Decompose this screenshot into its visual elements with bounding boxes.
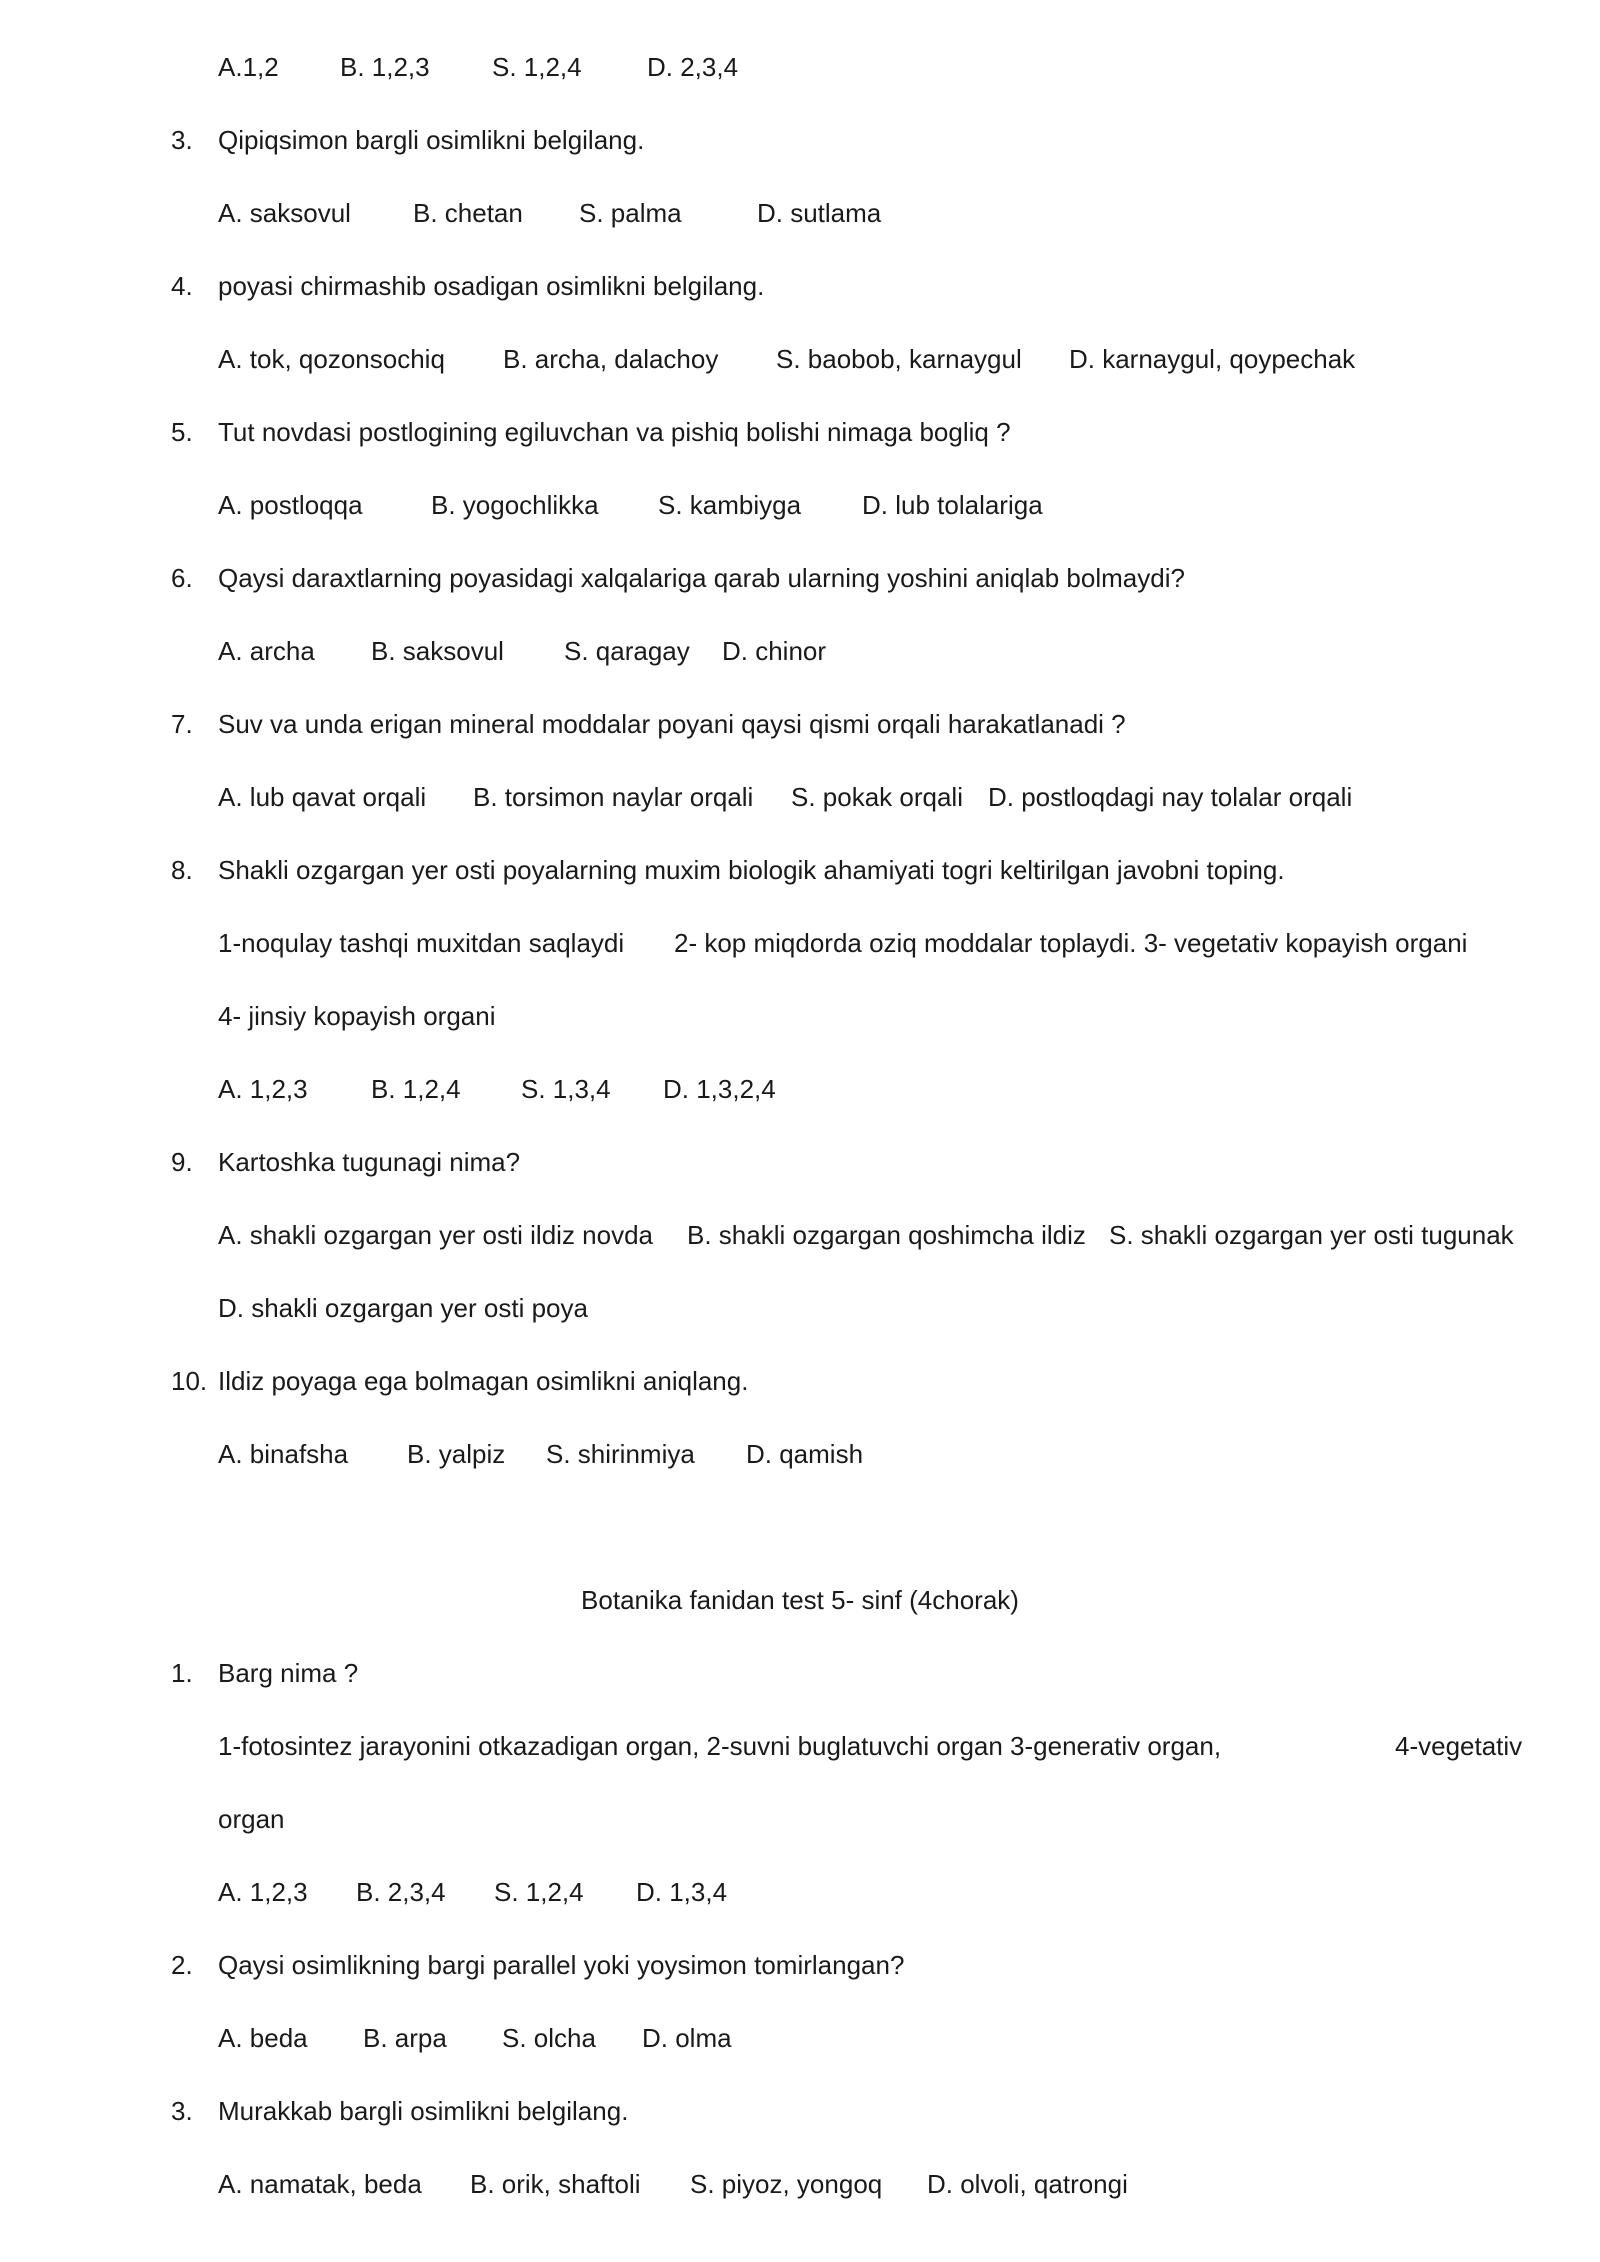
question-text: Qaysi osimlikning bargi parallel yoki yoysimon tomirlangan? [218,1950,905,1980]
answer-option: A. 1,2,3 [218,1074,308,1104]
question-number: 8. [171,855,193,885]
question-number: 4. [171,271,193,301]
answer-option: B. 2,3,4 [356,1877,446,1907]
answer-option: D. karnaygul, qoypechak [1069,344,1356,374]
question-text: Shakli ozgargan yer osti poyalarning muxim biologik ahamiyati togri keltirilgan javobni toping. [218,855,1285,885]
answer-option: D. postloqdagi nay tolalar orqali [988,782,1353,812]
question-number: 5. [171,417,193,447]
answer-option: S. palma [579,198,682,228]
answer-option: S. piyoz, yongoq [690,2169,883,2199]
answer-option: B. arpa [363,2023,447,2053]
answer-option: A. tok, qozonsochiq [218,344,445,374]
question-text: Murakkab bargli osimlikni belgilang. [218,2096,629,2126]
answer-option: D. lub tolalariga [862,490,1043,520]
answer-option: A. beda [218,2023,308,2053]
answer-option: D. shakli ozgargan yer osti poya [218,1293,588,1323]
answer-option: S. 1,2,4 [494,1877,584,1907]
answer-option: A.1,2 [218,52,279,82]
answer-option: B. saksovul [371,636,504,666]
answer-option: S. baobob, karnaygul [776,344,1022,374]
question-text: Qaysi daraxtlarning poyasidagi xalqalariga qarab ularning yoshini aniqlab bolmaydi? [218,563,1185,593]
answer-option: B. 1,2,3 [340,52,430,82]
answer-option: A. archa [218,636,315,666]
answer-option: S. 1,3,4 [521,1074,611,1104]
answer-option: S. kambiyga [658,490,802,520]
question-number: 1. [171,1658,193,1688]
statement: organ [218,1804,285,1834]
question-text: Qipiqsimon bargli osimlikni belgilang. [218,125,645,155]
question-number: 3. [171,2096,193,2126]
answer-option: D. 1,3,2,4 [663,1074,776,1104]
answer-option: D. 2,3,4 [647,52,739,82]
question-number: 2. [171,1950,193,1980]
answer-option: A. saksovul [218,198,351,228]
answer-option: B. shakli ozgargan qoshimcha ildiz [687,1220,1086,1250]
answer-option: A. lub qavat orqali [218,782,427,812]
answer-option: A. namatak, beda [218,2169,422,2199]
answer-option: D. chinor [722,636,827,666]
answer-option: B. yogochlikka [431,490,599,520]
answer-option: B. chetan [413,198,523,228]
answer-option: A. binafsha [218,1439,349,1469]
answer-option: B. torsimon naylar orqali [473,782,754,812]
statement: 2- kop miqdorda oziq moddalar toplaydi. 3- vegetativ kopayish organi [674,928,1468,958]
answer-option: B. yalpiz [407,1439,506,1469]
answer-option: S. shakli ozgargan yer osti tugunak [1109,1220,1514,1250]
question-number: 3. [171,125,193,155]
statement: 4-vegetativ [1395,1731,1523,1761]
answer-option: D. olvoli, qatrongi [927,2169,1128,2199]
question-text: Kartoshka tugunagi nima? [218,1147,521,1177]
statement: 1-fotosintez jarayonini otkazadigan organ, 2-suvni buglatuvchi organ 3-generativ organ, [218,1731,1222,1761]
statement: 4- jinsiy kopayish organi [218,1001,496,1031]
question-text: poyasi chirmashib osadigan osimlikni belgilang. [218,271,765,301]
answer-option: D. olma [642,2023,732,2053]
answer-option: S. pokak orqali [791,782,963,812]
question-text: Barg nima ? [218,1658,359,1688]
answer-option: D. sutlama [757,198,882,228]
question-number: 9. [171,1147,193,1177]
answer-option: S. olcha [502,2023,596,2053]
question-number: 6. [171,563,193,593]
answer-option: D. qamish [746,1439,864,1469]
question-text: Suv va unda erigan mineral moddalar poyani qaysi qismi orqali harakatlanadi ? [218,709,1126,739]
question-number: 10. [171,1366,208,1396]
answer-option: S. qaragay [564,636,690,666]
section-title: Botanika fanidan test 5- sinf (4chorak) [581,1585,1019,1615]
answer-option: A. postloqqa [218,490,363,520]
answer-option: A. 1,2,3 [218,1877,308,1907]
answer-option: S. shirinmiya [546,1439,695,1469]
answer-option: B. archa, dalachoy [503,344,719,374]
answer-option: S. 1,2,4 [492,52,582,82]
question-text: Tut novdasi postlogining egiluvchan va pishiq bolishi nimaga bogliq ? [218,417,1011,447]
answer-option: B. 1,2,4 [371,1074,461,1104]
answer-option: A. shakli ozgargan yer osti ildiz novda [218,1220,654,1250]
statement: 1-noqulay tashqi muxitdan saqlaydi [218,928,625,958]
question-number: 7. [171,709,193,739]
answer-option: D. 1,3,4 [636,1877,728,1907]
answer-option: B. orik, shaftoli [470,2169,641,2199]
question-text: Ildiz poyaga ega bolmagan osimlikni aniqlang. [218,1366,749,1396]
